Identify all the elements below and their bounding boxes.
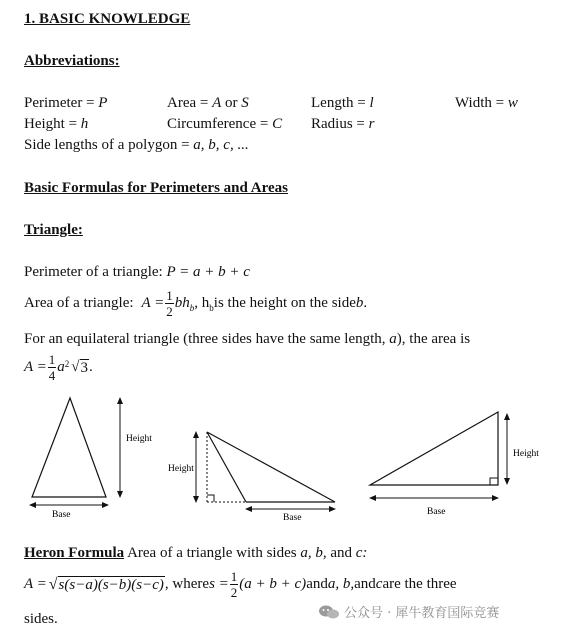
base-label-2: Base bbox=[283, 513, 302, 523]
triangle-diagram-1 bbox=[29, 397, 152, 520]
watermark: 公众号 · 犀牛教育国际竞赛 bbox=[318, 602, 499, 621]
abbr-perimeter: Perimeter = P bbox=[24, 95, 108, 111]
abbreviations-title: Abbreviations: bbox=[24, 53, 120, 69]
abbr-circumference: Circumference = C bbox=[167, 116, 283, 132]
wechat-icon bbox=[318, 604, 340, 620]
base-label-1: Base bbox=[52, 510, 71, 520]
right-triangle bbox=[370, 412, 498, 485]
abbr-radius: Radius = r bbox=[311, 116, 375, 132]
sqrt-symbol: √ bbox=[71, 359, 80, 375]
height-label-1: Height bbox=[126, 434, 152, 444]
formulas-title: Basic Formulas for Perimeters and Areas bbox=[24, 180, 288, 196]
heron-sides: sides. bbox=[24, 611, 58, 627]
heron-heading: Heron Formula Area of a triangle with sides a, b, and c: bbox=[24, 545, 368, 561]
fraction-one-half-heron: $\frac{1}{2}$ bbox=[230, 569, 238, 600]
heron-radicand: s(s−a)(s−b)(s−c) bbox=[58, 576, 164, 593]
triangle-title: Triangle: bbox=[24, 222, 83, 238]
right-angle-mark-2 bbox=[207, 495, 214, 502]
abbr-height: Height = h bbox=[24, 116, 89, 132]
section-title: 1. BASIC KNOWLEDGE bbox=[24, 11, 191, 27]
heron-title: Heron Formula bbox=[24, 545, 125, 561]
sqrt-symbol-heron: √ bbox=[48, 575, 58, 593]
height-label-3: Height bbox=[513, 449, 539, 459]
fraction-one-quarter: $\frac{1}{4}$ bbox=[48, 352, 56, 383]
abbr-width: Width = w bbox=[455, 95, 518, 111]
triangle-diagram-3 bbox=[369, 412, 539, 517]
equilateral-formula: A = $\frac{1}{4}$ a $^2$ √ 3 . bbox=[24, 352, 93, 383]
height-label-2: Height bbox=[168, 464, 194, 474]
abbr-length: Length = l bbox=[311, 95, 374, 111]
abbr-area: Area = A or S bbox=[167, 95, 249, 111]
heron-formula: A = √ s(s−a)(s−b)(s−c) , where s = $\frac{1}{2}$ (a + b + c) and a, b, and c are the three bbox=[24, 569, 457, 600]
fraction-one-half: $\frac{1}{2}$ bbox=[166, 288, 173, 319]
base-label-3: Base bbox=[427, 507, 446, 517]
acute-triangle bbox=[32, 398, 106, 497]
triangle-area: Area of a triangle: A = $\frac{1}{2}$ bh $_b$ , h $_b$ is the height on the side b . bbox=[24, 288, 368, 319]
abbr-sides: Side lengths of a polygon = a, b, c, ... bbox=[24, 137, 249, 153]
triangle-perimeter: Perimeter of a triangle: P = a + b + c bbox=[24, 264, 250, 280]
equilateral-text: For an equilateral triangle (three sides have the same length, a), the area is bbox=[24, 331, 471, 347]
triangle-diagram-2 bbox=[168, 431, 336, 523]
right-angle-mark-3 bbox=[490, 478, 498, 485]
triangle-diagrams bbox=[0, 390, 564, 530]
